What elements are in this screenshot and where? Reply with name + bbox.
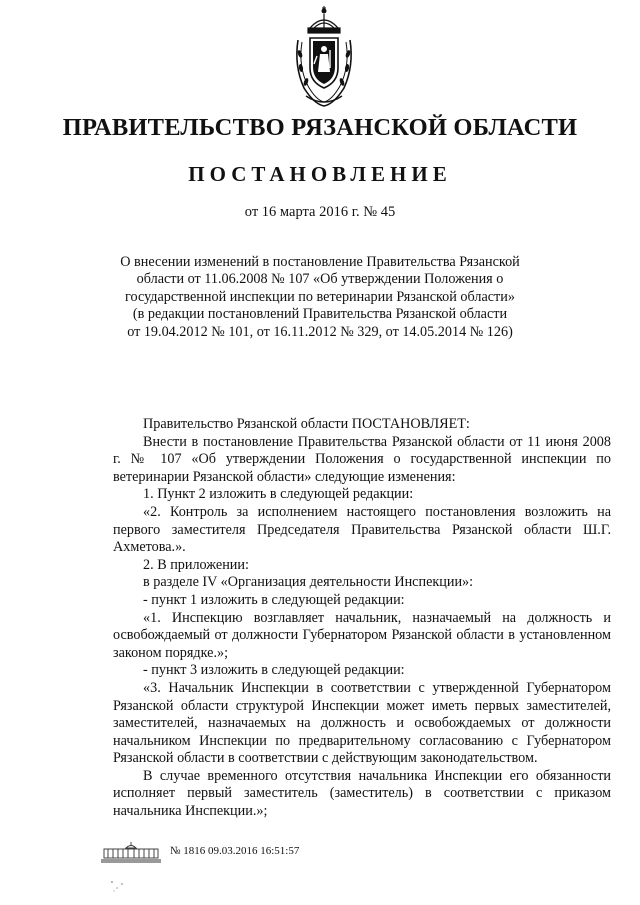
subject-line: области от 11.06.2008 № 107 «Об утверждении Положения о (136, 271, 504, 288)
subject-line: (в редакции постановлений Правительства Рязанской области (132, 306, 508, 323)
body-paragraph: «1. Инспекцию возглавляет начальник, назначаемый на должность и освобождаемый от должности Губернатором Рязанской области в установленном законом порядке.»; (113, 609, 611, 661)
body-paragraph: 1. Пункт 2 изложить в следующей редакции: (143, 486, 414, 503)
document-type: ПОСТАНОВЛЕНИЕ (188, 162, 452, 186)
scan-specks (108, 876, 148, 896)
government-name: ПРАВИТЕЛЬСТВО РЯЗАНСКОЙ ОБЛАСТИ (62, 114, 578, 141)
government-building-icon (100, 841, 162, 863)
decree-subject (120, 254, 520, 341)
body-paragraph: Внести в постановление Правительства Рязанской области от 11 июня 2008 г. № 107 «Об утверждении Положения о государственной инспекции по ветеринарии Рязанской области» следующие изменения: (113, 433, 611, 485)
body-paragraph: Правительство Рязанской области ПОСТАНОВЛЯЕТ: (143, 416, 470, 432)
subject-line: от 19.04.2012 № 101, от 16.11.2012 № 329, от 14.05.2014 № 126) (127, 323, 513, 340)
body-paragraph: в разделе IV «Организация деятельности Инспекции»: (143, 574, 474, 591)
body-paragraph: - пункт 1 изложить в следующей редакции: (143, 591, 405, 608)
decree-body (113, 416, 611, 821)
registration-number: № 1816 09.03.2016 16:51:57 (170, 845, 300, 857)
subject-line: государственной инспекции по ветеринарии Рязанской области» (125, 288, 515, 305)
body-paragraph: - пункт 3 изложить в следующей редакции: (143, 662, 405, 679)
decree-date-number: от 16 марта 2016 г. № 45 (244, 204, 396, 220)
coat-of-arms-icon (288, 6, 360, 110)
body-paragraph: «2. Контроль за исполнением настоящего постановления возложить на первого заместителя Председателя Правительства Рязанской области Ш.Г. Ахметова.». (113, 503, 611, 556)
body-paragraph: 2. В приложении: (143, 556, 249, 573)
subject-line: О внесении изменений в постановление Правительства Рязанской (120, 254, 520, 270)
body-paragraph: «3. Начальник Инспекции в соответствии с утвержденной Губернатором Рязанской области структурой Инспекции может иметь первых заместителей, заместителей, назначаемых на должность и освобождаемых от должности начальником Инспекции по предварительному согласованию с Губернатором Рязанской области в соответствии с действующим законодательством. (113, 679, 611, 767)
body-paragraph: В случае временного отсутствия начальника Инспекции его обязанности исполняет первый заместитель (заместитель) в соответствии с приказом начальника Инспекции.»; (113, 767, 611, 820)
registration-footer (100, 841, 420, 863)
